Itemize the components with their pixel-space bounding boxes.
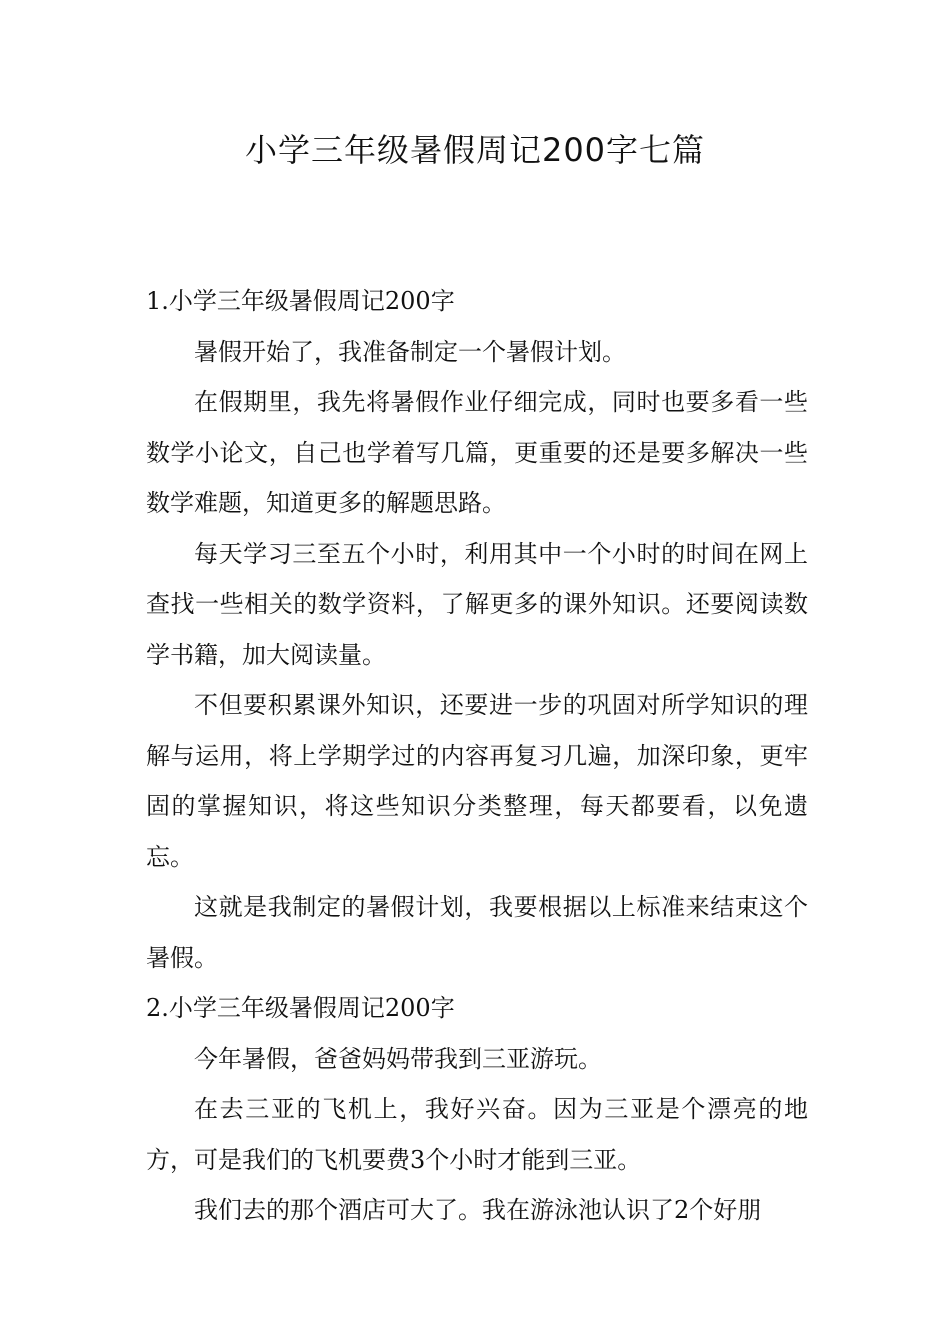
paragraph: 我们去的那个酒店可大了。我在游泳池认识了2个好朋	[194, 1196, 762, 1224]
document-body	[146, 276, 808, 1236]
paragraph: 今年暑假，爸爸妈妈带我到三亚游玩。	[194, 1044, 602, 1073]
paragraph: 不但要积累课外知识，还要进一步的巩固对所学知识的理解与运用，将上学期学过的内容再复习几遍，加深印象，更牢固的掌握知识，将这些知识分类整理，每天都要看，以免遗忘。	[146, 691, 808, 871]
document-title: 小学三年级暑假周记200字七篇	[244, 131, 706, 169]
paragraph: 在假期里，我先将暑假作业仔细完成，同时也要多看一些数学小论文，自己也学着写几篇，更重要的还是要多解决一些数学难题，知道更多的解题思路。	[146, 388, 808, 517]
paragraph: 每天学习三至五个小时，利用其中一个小时的时间在网上查找一些相关的数学资料，了解更多的课外知识。还要阅读数学书籍，加大阅读量。	[146, 539, 808, 669]
paragraph: 这就是我制定的暑假计划，我要根据以上标准来结束这个暑假。	[146, 893, 808, 972]
paragraph: 暑假开始了，我准备制定一个暑假计划。	[194, 337, 626, 366]
section-heading-2: 2.小学三年级暑假周记200字	[146, 994, 455, 1022]
paragraph: 在去三亚的飞机上，我好兴奋。因为三亚是个漂亮的地方，可是我们的飞机要费3个小时才能到三亚。	[146, 1095, 808, 1174]
section-heading-1: 1.小学三年级暑假周记200字	[146, 287, 455, 315]
